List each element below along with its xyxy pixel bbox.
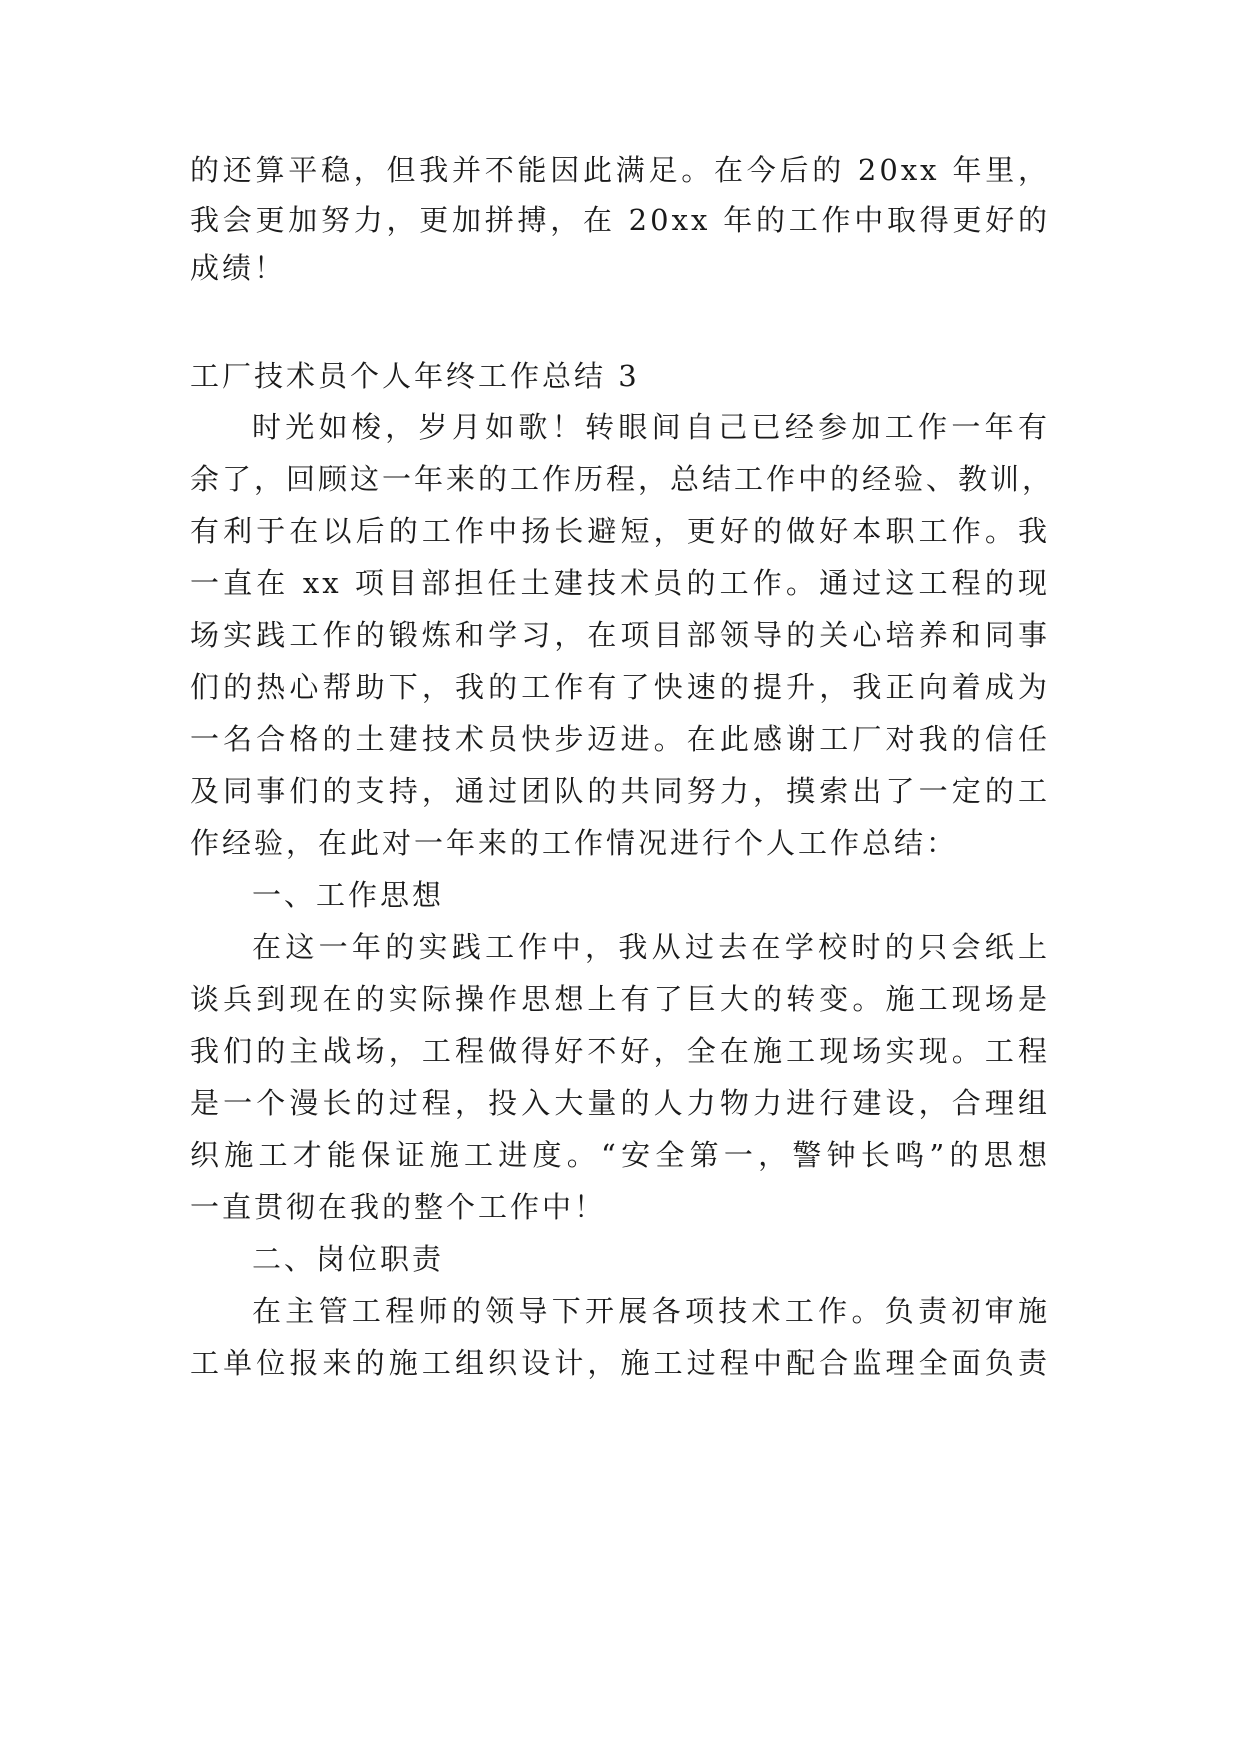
section-title: 工厂技术员个人年终工作总结 3 (190, 359, 640, 393)
paragraph-line: 一名合格的土建技术员快步迈进。在此感谢工厂对我的信任 (190, 722, 1050, 756)
paragraph-line: 作经验，在此对一年来的工作情况进行个人工作总结： (190, 826, 959, 860)
paragraph-line: 场实践工作的锻炼和学习，在项目部领导的关心培养和同事 (190, 618, 1050, 652)
paragraph-line: 谈兵到现在的实际操作思想上有了巨大的转变。施工现场是 (190, 982, 1050, 1016)
intro-line: 的还算平稳，但我并不能因此满足。在今后的 20xx 年里， (190, 153, 1050, 187)
paragraph-line: 在这一年的实践工作中，我从过去在学校时的只会纸上 (252, 930, 1050, 964)
paragraph-line: 时光如梭，岁月如歌！转眼间自己已经参加工作一年有 (252, 410, 1050, 444)
heading-job-duties: 二、岗位职责 (252, 1242, 445, 1276)
paragraph-line: 我们的主战场，工程做得好不好，全在施工现场实现。工程 (190, 1034, 1050, 1068)
paragraph-line: 一直在 xx 项目部担任土建技术员的工作。通过这工程的现 (190, 566, 1050, 600)
paragraph-line: 们的热心帮助下，我的工作有了快速的提升，我正向着成为 (190, 670, 1050, 704)
paragraph-line: 及同事们的支持，通过团队的共同努力，摸索出了一定的工 (190, 774, 1050, 808)
paragraph-line: 一直贯彻在我的整个工作中！ (190, 1190, 607, 1224)
intro-line: 成绩！ (190, 251, 287, 285)
paragraph-line: 工单位报来的施工组织设计，施工过程中配合监理全面负责 (190, 1346, 1050, 1380)
heading-work-thoughts: 一、工作思想 (252, 878, 445, 912)
paragraph-line: 是一个漫长的过程，投入大量的人力物力进行建设，合理组 (190, 1086, 1050, 1120)
paragraph-line: 织施工才能保证施工进度。“安全第一，警钟长鸣”的思想 (190, 1138, 1050, 1172)
intro-line: 我会更加努力，更加拼搏，在 20xx 年的工作中取得更好的 (190, 203, 1050, 237)
paragraph-line: 有利于在以后的工作中扬长避短，更好的做好本职工作。我 (190, 514, 1050, 548)
paragraph-line: 余了，回顾这一年来的工作历程，总结工作中的经验、教训， (190, 462, 1055, 496)
paragraph-line: 在主管工程师的领导下开展各项技术工作。负责初审施 (252, 1294, 1050, 1328)
